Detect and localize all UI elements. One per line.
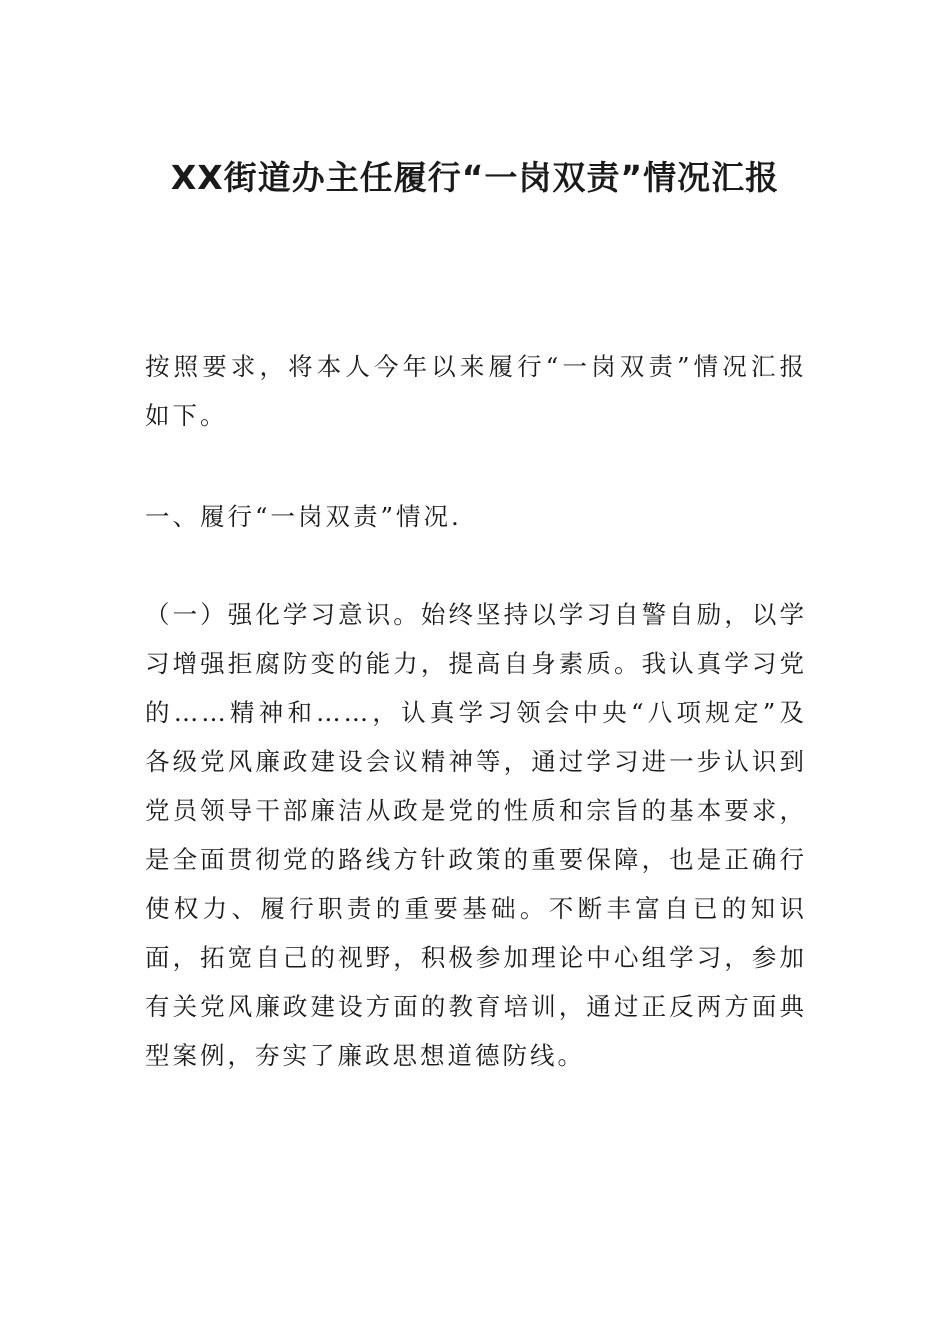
intro-paragraph: 按照要求，将本人今年以来履行“一岗双责”情况汇报如下。 (145, 352, 807, 430)
section-body-paragraph: （一）强化学习意识。始终坚持以学习自警自励，以学习增强拒腐防变的能力，提高自身素质。我认真学习党的……精神和……，认真学习领会中央“八项规定”及各级党风廉政建设会议精神等，通过学习进一步认识到党员领导干部廉洁从政是党的性质和宗旨的基本要求，是全面贯彻党的路线方针政策的重要保障，也是正确行使权力、履行职责的重要基础。不断丰富自已的知识面，拓宽自己的视野，积极参加理论中心组学习，参加有关党风廉政建设方面的教育培训，通过正反两方面典型案例，夯实了廉政思想道德防线。 (145, 600, 807, 1070)
document-title: XX街道办主任履行“一岗双责”情况汇报 (170, 158, 780, 197)
section-heading: 一、履行“一岗双责”情况. (145, 502, 462, 531)
